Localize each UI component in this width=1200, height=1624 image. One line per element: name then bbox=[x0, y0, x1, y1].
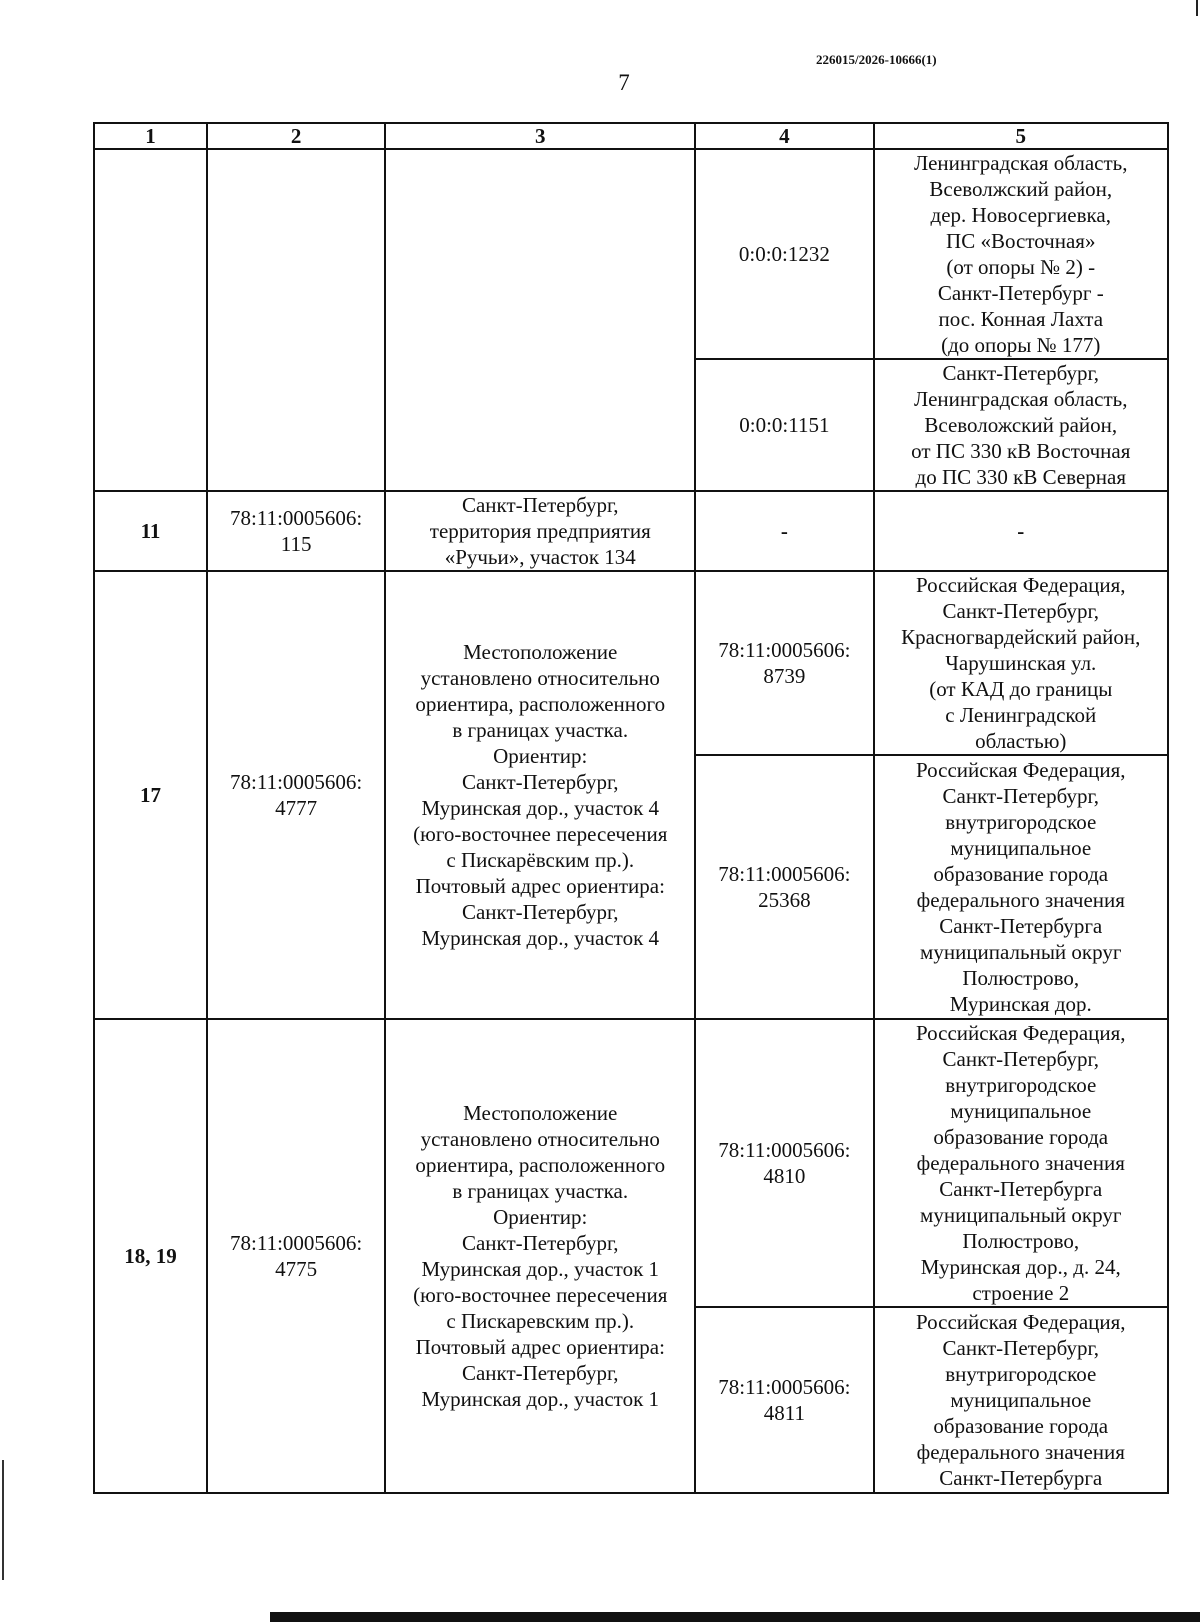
cell-row-number: 17 bbox=[94, 571, 207, 1019]
table-header-row bbox=[94, 123, 1168, 149]
table-row bbox=[94, 491, 1168, 571]
cell-cadastral-number: 78:11:0005606: 4775 bbox=[207, 1019, 385, 1493]
column-header: 4 bbox=[695, 123, 873, 149]
column-header: 5 bbox=[874, 123, 1168, 149]
column-header: 1 bbox=[94, 123, 207, 149]
cell-row-number: 18, 19 bbox=[94, 1019, 207, 1493]
scan-artifact-left bbox=[2, 1460, 4, 1580]
cell-address: Российская Федерация, Санкт-Петербург, внутригородское муниципальное образование города федерального значения Санкт-Петербурга bbox=[874, 1307, 1168, 1493]
table-row bbox=[94, 1019, 1168, 1307]
cell-col1-empty bbox=[94, 149, 207, 491]
cell-location: Местоположение установлено относительно ориентира, расположенного в границах участка. Ориентир: Санкт-Петербург, Муринская дор., участок 4 (юго-восточнее пересечения с Пискарёвским пр.). Почтовый адрес ориентира: Санкт-Петербург, Муринская дор., участок 4 bbox=[385, 571, 695, 1019]
cell-address: Ленинградская область, Всеволжский район, дер. Новосергиевка, ПС «Восточная» (от опоры № 2) - Санкт-Петербург - пос. Конная Лахта (до опоры № 177) bbox=[874, 149, 1168, 359]
data-table bbox=[93, 122, 1169, 1494]
scan-artifact-right bbox=[1196, 0, 1198, 16]
cell-col2-empty bbox=[207, 149, 385, 491]
cell-cadastral-number: 78:11:0005606: 4777 bbox=[207, 571, 385, 1019]
cell-address: Российская Федерация, Санкт-Петербург, внутригородское муниципальное образование города федерального значения Санкт-Петербурга муниципальный округ Полюстрово, Муринская дор. bbox=[874, 755, 1168, 1019]
cell-col3-empty bbox=[385, 149, 695, 491]
table-row bbox=[94, 571, 1168, 755]
column-header: 2 bbox=[207, 123, 385, 149]
cell-cadastral-number: - bbox=[695, 491, 873, 571]
cell-row-number: 11 bbox=[94, 491, 207, 571]
cell-cadastral-number: 78:11:0005606: 4810 bbox=[695, 1019, 873, 1307]
scan-artifact-bottom bbox=[270, 1612, 1200, 1622]
cell-cadastral-number: 78:11:0005606: 25368 bbox=[695, 755, 873, 1019]
column-header: 3 bbox=[385, 123, 695, 149]
cell-address: - bbox=[874, 491, 1168, 571]
cell-address: Российская Федерация, Санкт-Петербург, Красногвардейский район, Чарушинская ул. (от КАД до границы с Ленинградской областью) bbox=[874, 571, 1168, 755]
cell-cadastral-number: 78:11:0005606: 4811 bbox=[695, 1307, 873, 1493]
cell-cadastral-number: 0:0:0:1151 bbox=[695, 359, 873, 491]
cell-location: Местоположение установлено относительно ориентира, расположенного в границах участка. Ориентир: Санкт-Петербург, Муринская дор., участок 1 (юго-восточнее пересечения с Пискаревским пр.). Почтовый адрес ориентира: Санкт-Петербург, Муринская дор., участок 1 bbox=[385, 1019, 695, 1493]
cell-location: Санкт-Петербург, территория предприятия «Ручьи», участок 134 bbox=[385, 491, 695, 571]
cell-address: Российская Федерация, Санкт-Петербург, внутригородское муниципальное образование города федерального значения Санкт-Петербурга муниципальный округ Полюстрово, Муринская дор., д. 24, строение 2 bbox=[874, 1019, 1168, 1307]
table-row bbox=[94, 149, 1168, 359]
page-number: 7 bbox=[618, 70, 630, 95]
document-number: 226015/2026-10666(1) bbox=[816, 52, 937, 67]
cell-address: Санкт-Петербург, Ленинградская область, Всеволожский район, от ПС 330 кВ Восточная до ПС 330 кВ Северная bbox=[874, 359, 1168, 491]
cell-cadastral-number: 78:11:0005606: 8739 bbox=[695, 571, 873, 755]
cell-cadastral-number: 78:11:0005606: 115 bbox=[207, 491, 385, 571]
cell-cadastral-number: 0:0:0:1232 bbox=[695, 149, 873, 359]
